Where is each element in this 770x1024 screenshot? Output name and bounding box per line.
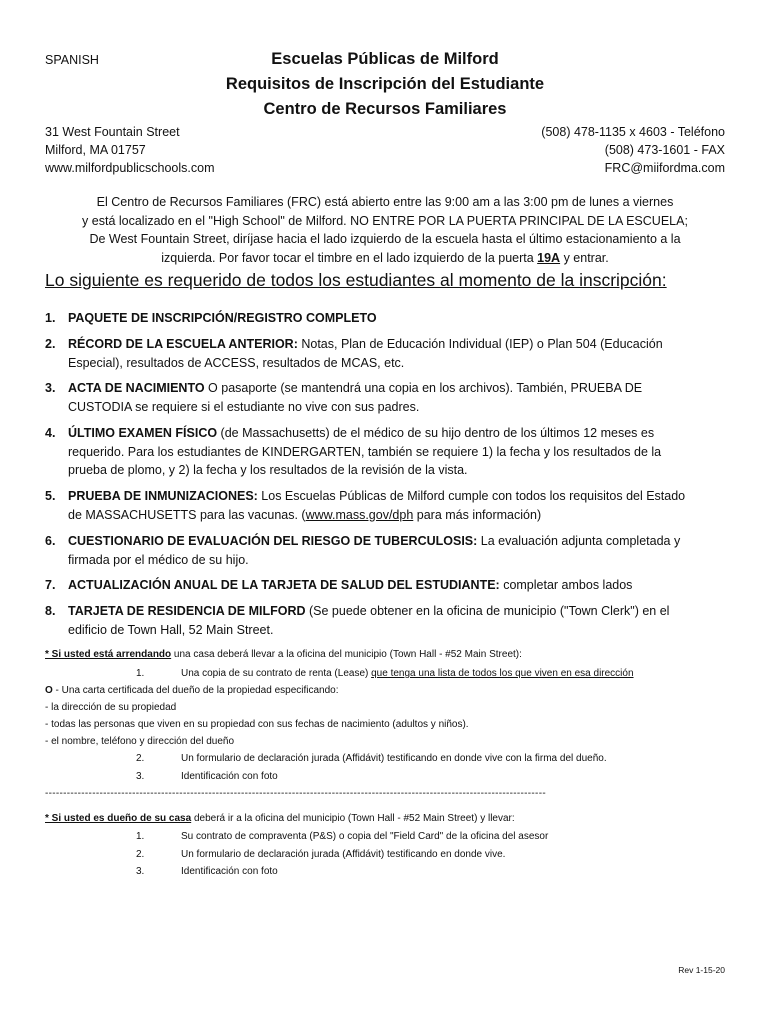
requirement-item: [45, 309, 730, 328]
list-number: 1.: [136, 668, 145, 679]
phone: (508) 478-1135 x 4603 - Teléfono: [541, 125, 725, 139]
item-text: de MASSACHUSETTS para las vacunas. (: [68, 507, 306, 522]
renting-item-text: Identificación con foto: [181, 771, 278, 782]
requirement-item: [45, 335, 730, 372]
fax: (508) 473-1601 - FAX: [604, 143, 725, 157]
item-text: para más información): [413, 507, 542, 522]
intro-text: y entrar.: [560, 250, 609, 265]
item-text: firmada por el médico de su hijo.: [68, 552, 249, 567]
requirement-item: [45, 379, 730, 416]
item-title: PRUEBA DE INMUNIZACIONES:: [68, 489, 258, 503]
item-number: 8.: [45, 604, 56, 618]
page-subtitle: Requisitos de Inscripción del Estudiante: [225, 75, 545, 93]
language-label: SPANISH: [45, 53, 99, 67]
renting-item-text: Un formulario de declaración jurada (Affidávit) testificando en donde vive con la firma del dueño.: [181, 753, 607, 764]
list-number: 2.: [136, 753, 145, 764]
door-number: 19A: [537, 250, 561, 265]
intro-paragraph: [40, 193, 730, 267]
renting-section: [45, 646, 735, 663]
separator-line: ------------------------------------------------------------------------------------------------------------------------------------------: [45, 788, 546, 799]
item-text: requerido. Para los estudiantes de KINDERGARTEN, también se requiere 1) la fecha y los resultados de la: [68, 444, 662, 459]
intro-line: El Centro de Recursos Familiares (FRC) está abierto entre las 9:00 am a las 3:00 pm de lunes a viernes: [96, 195, 674, 209]
owner-lead: * Si usted es dueño de su casa: [45, 813, 192, 824]
renting-letter: [45, 682, 735, 750]
page-subtitle-2: Centro de Recursos Familiares: [263, 100, 507, 118]
renting-item-emphasis: que tenga una lista de todos los que viven en esa dirección: [371, 668, 634, 679]
website: www.milfordpublicschools.com: [45, 161, 215, 175]
intro-text: izquierda. Por favor tocar el timbre en el lado izquierdo de la puerta: [161, 250, 538, 265]
or-label: O: [45, 685, 53, 696]
item-title: ACTA DE NACIMIENTO: [68, 381, 205, 395]
address-city: Milford, MA 01757: [45, 143, 146, 157]
owner-section: [45, 810, 735, 827]
bullet-line: - todas las personas que viven en su propiedad con sus fechas de nacimiento (adultos y niños).: [45, 719, 469, 730]
address-block: [45, 123, 215, 177]
item-title: ÚLTIMO EXAMEN FÍSICO: [68, 426, 218, 440]
item-number: 6.: [45, 534, 56, 548]
item-number: 5.: [45, 489, 56, 503]
address-street: 31 West Fountain Street: [45, 125, 180, 139]
email: FRC@miifordma.com: [604, 161, 725, 175]
item-number: 7.: [45, 578, 56, 592]
owner-item-text: Su contrato de compraventa (P&S) o copia del "Field Card" de la oficina del asesor: [181, 831, 549, 842]
item-title: RÉCORD DE LA ESCUELA ANTERIOR:: [68, 337, 298, 351]
mass-gov-link[interactable]: www.mass.gov/dph: [305, 507, 414, 522]
bullet-line: - el nombre, teléfono y dirección del dueño: [45, 736, 235, 747]
list-number: 3.: [136, 771, 145, 782]
item-text: Los Escuelas Públicas de Milford cumple con todos los requisitos del Estado: [257, 489, 686, 503]
item-text: (de Massachusetts) de el médico de su hijo dentro de los últimos 12 meses es: [217, 426, 655, 440]
item-text: Especial), resultados de ACCESS, resultados de MCAS, etc.: [68, 355, 405, 370]
list-number: 3.: [136, 866, 145, 877]
renting-lead: * Si usted está arrendando: [45, 649, 172, 660]
item-text: edificio de Town Hall, 52 Main Street.: [68, 622, 274, 637]
item-text: Notas, Plan de Educación Individual (IEP) o Plan 504 (Educación: [297, 337, 663, 351]
item-title: PAQUETE DE INSCRIPCIÓN/REGISTRO COMPLETO: [68, 311, 377, 325]
item-text: La evaluación adjunta completada y: [477, 534, 681, 548]
requirement-item: [45, 576, 730, 595]
item-title: ACTUALIZACIÓN ANUAL DE LA TARJETA DE SALUD DEL ESTUDIANTE:: [68, 578, 500, 592]
owner-text: deberá ir a la oficina del municipio (Town Hall - #52 Main Street) y llevar:: [191, 813, 515, 824]
item-number: 1.: [45, 311, 56, 325]
renting-item-text: Una copia de su contrato de renta (Lease): [181, 668, 372, 679]
intro-line: De West Fountain Street, diríjase hacia el lado izquierdo de la escuela hasta el último estacionamiento a la: [89, 232, 681, 246]
renting-item: [181, 668, 634, 679]
requirement-item: [45, 602, 730, 639]
contact-block: [541, 123, 725, 177]
item-number: 2.: [45, 337, 56, 351]
requirement-item: [45, 487, 730, 524]
requirement-item: [45, 424, 730, 480]
intro-line: [40, 249, 730, 268]
item-text: completar ambos lados: [499, 578, 633, 592]
intro-line: y está localizado en el "High School" de Milford. NO ENTRE POR LA PUERTA PRINCIPAL DE LA ESCUELA;: [82, 213, 688, 228]
item-number: 4.: [45, 426, 56, 440]
owner-item-text: Identificación con foto: [181, 866, 278, 877]
page-title: Escuelas Públicas de Milford: [271, 50, 499, 68]
list-number: 1.: [136, 831, 145, 842]
item-number: 3.: [45, 381, 56, 395]
requirements-heading: Lo siguiente es requerido de todos los estudiantes al momento de la inscripción:: [45, 270, 667, 290]
item-text: O pasaporte (se mantendrá una copia en los archivos). También, PRUEBA DE: [204, 381, 643, 395]
list-number: 2.: [136, 849, 145, 860]
renting-text: una casa deberá llevar a la oficina del municipio (Town Hall - #52 Main Street):: [171, 649, 522, 660]
bullet-line: - la dirección de su propiedad: [45, 702, 177, 713]
owner-item-text: Un formulario de declaración jurada (Affidávit) testificando en donde vive.: [181, 849, 506, 860]
requirement-item: [45, 532, 730, 569]
item-text: (Se puede obtener en la oficina de municipio ("Town Clerk") en el: [305, 604, 670, 618]
item-title: CUESTIONARIO DE EVALUACIÓN DEL RIESGO DE TUBERCULOSIS:: [68, 534, 478, 548]
item-title: TARJETA DE RESIDENCIA DE MILFORD: [68, 604, 306, 618]
item-text: prueba de plomo, y 2) la fecha y los resultados de la revisión de la vista.: [68, 463, 468, 477]
revision-label: Rev 1-15-20: [678, 965, 725, 975]
or-text: - Una carta certificada del dueño de la propiedad especificando:: [52, 685, 339, 696]
item-text: CUSTODIA se requiere si el estudiante no vive con sus padres.: [68, 399, 420, 414]
